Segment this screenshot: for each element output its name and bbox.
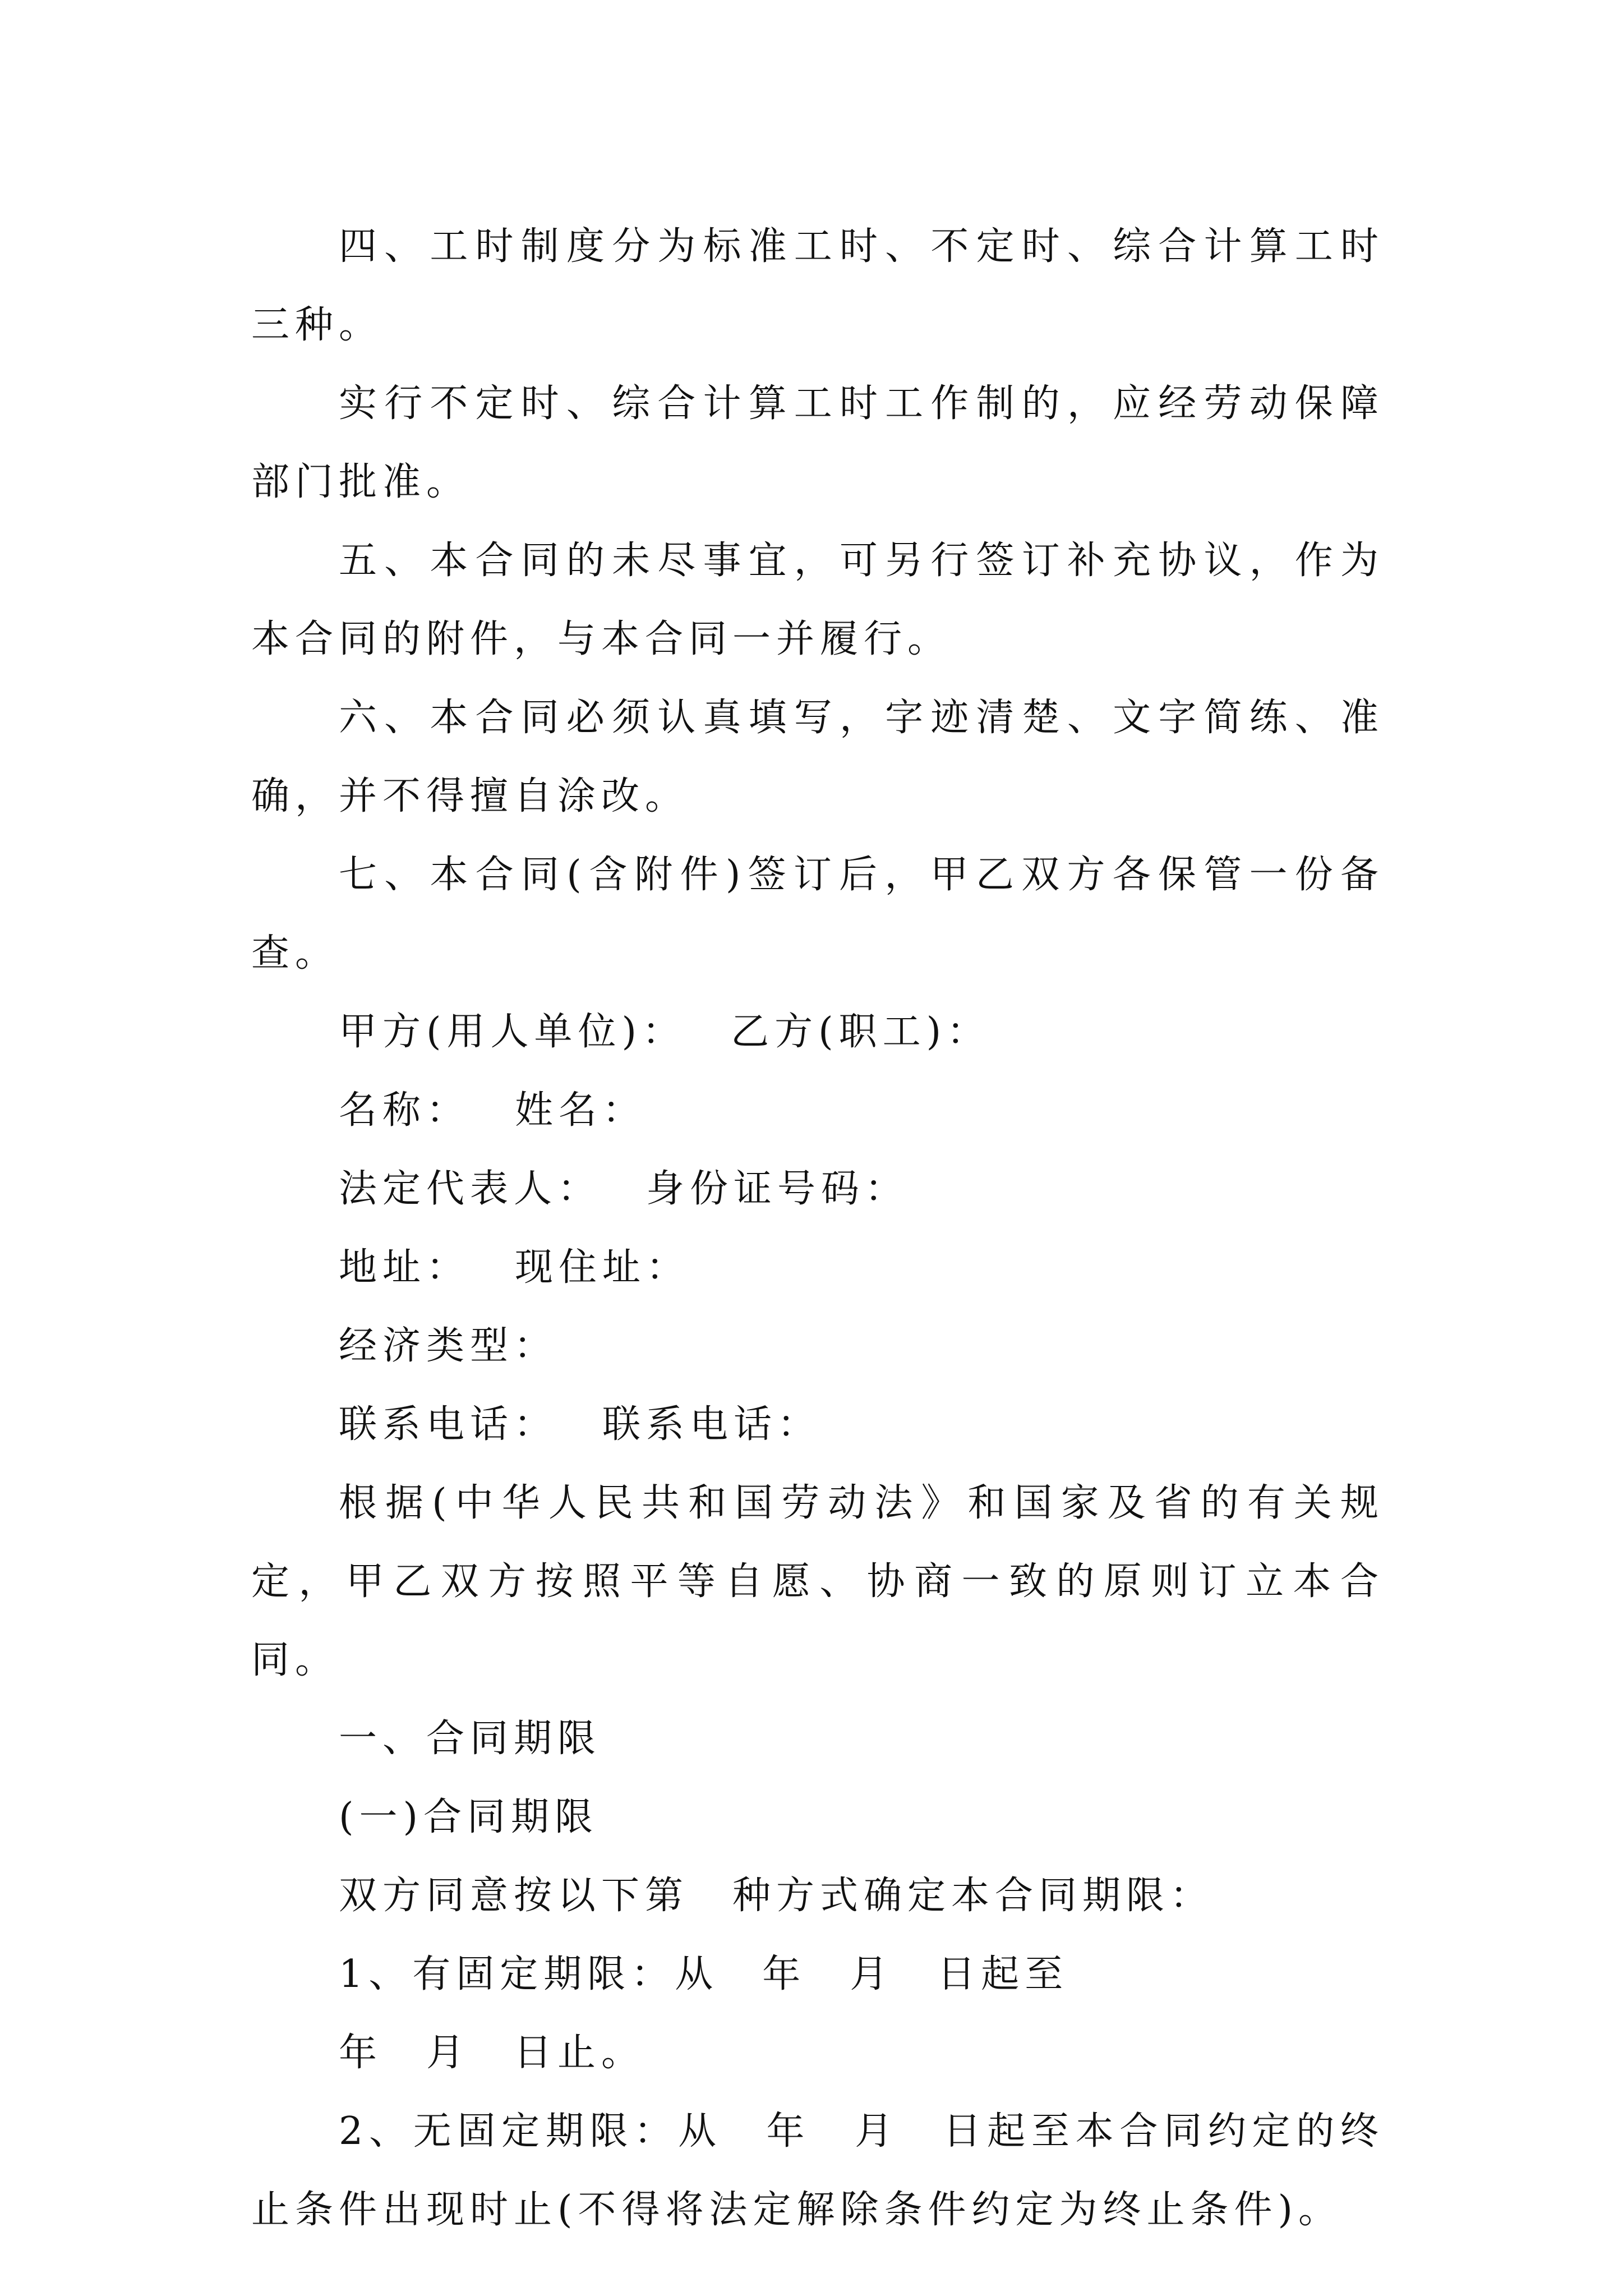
clause-working-hours: 四、工时制度分为标准工时、不定时、综合计算工时三种。 — [251, 224, 1384, 347]
party-b-label: 乙方(职工)： — [731, 1010, 991, 1054]
clause-supplementary-agreement: 五、本合同的未尽事宜，可另行签订补充协议，作为本合同的附件，与本合同一并履行。 — [251, 539, 1384, 661]
current-address-label: 现住址： — [515, 1245, 690, 1290]
document-body — [251, 208, 1384, 2249]
contract-preamble: 根据(中华人民共和国劳动法》和国家及省的有关规定，甲乙双方按照平等自愿、协商一致的原则订立本合同。 — [251, 1481, 1384, 1682]
fixed-term-line-1: 1、有固定期限：从 年 月 日起至 — [339, 1952, 1069, 1996]
open-ended-term: 2、无固定期限：从 年 月 日起至本合同约定的终止条件出现时止(不得将法定解除条件约定为终止条件)。 — [251, 2109, 1384, 2232]
id-number-label: 身份证号码： — [646, 1167, 909, 1211]
party-a-label: 甲方(用人单位)： — [339, 1010, 686, 1054]
party-field-row — [251, 1071, 1384, 1150]
legal-representative-label: 法定代表人： — [339, 1167, 602, 1211]
section-title-contract-term: 一、合同期限 — [339, 1717, 602, 1761]
address-label: 地址： — [339, 1245, 471, 1290]
employer-phone-label: 联系电话： — [339, 1402, 558, 1447]
party-field-row — [251, 1150, 1384, 1228]
term-intro: 双方同意按以下第 种方式确定本合同期限： — [339, 1874, 1214, 1918]
employee-name-field-label: 姓名： — [515, 1088, 647, 1133]
subsection-title-contract-term: (一)合同期限 — [339, 1795, 599, 1839]
economic-type-label: 经济类型： — [339, 1324, 558, 1368]
clause-working-hours-approval: 实行不定时、综合计算工时工作制的，应经劳动保障部门批准。 — [251, 381, 1384, 504]
party-field-row — [251, 1307, 1384, 1386]
fixed-term-line-2: 年 月 日止。 — [339, 2031, 645, 2075]
name-field-label: 名称： — [339, 1088, 471, 1133]
employee-phone-label: 联系电话： — [602, 1402, 822, 1447]
party-field-row — [251, 993, 1384, 1071]
party-field-row — [251, 1228, 1384, 1307]
party-field-row — [251, 1386, 1384, 1464]
clause-copies: 七、本合同(含附件)签订后，甲乙双方各保管一份备查。 — [251, 853, 1384, 976]
clause-filling-requirements: 六、本合同必须认真填写，字迹清楚、文字简练、准确，并不得擅自涂改。 — [251, 696, 1384, 818]
